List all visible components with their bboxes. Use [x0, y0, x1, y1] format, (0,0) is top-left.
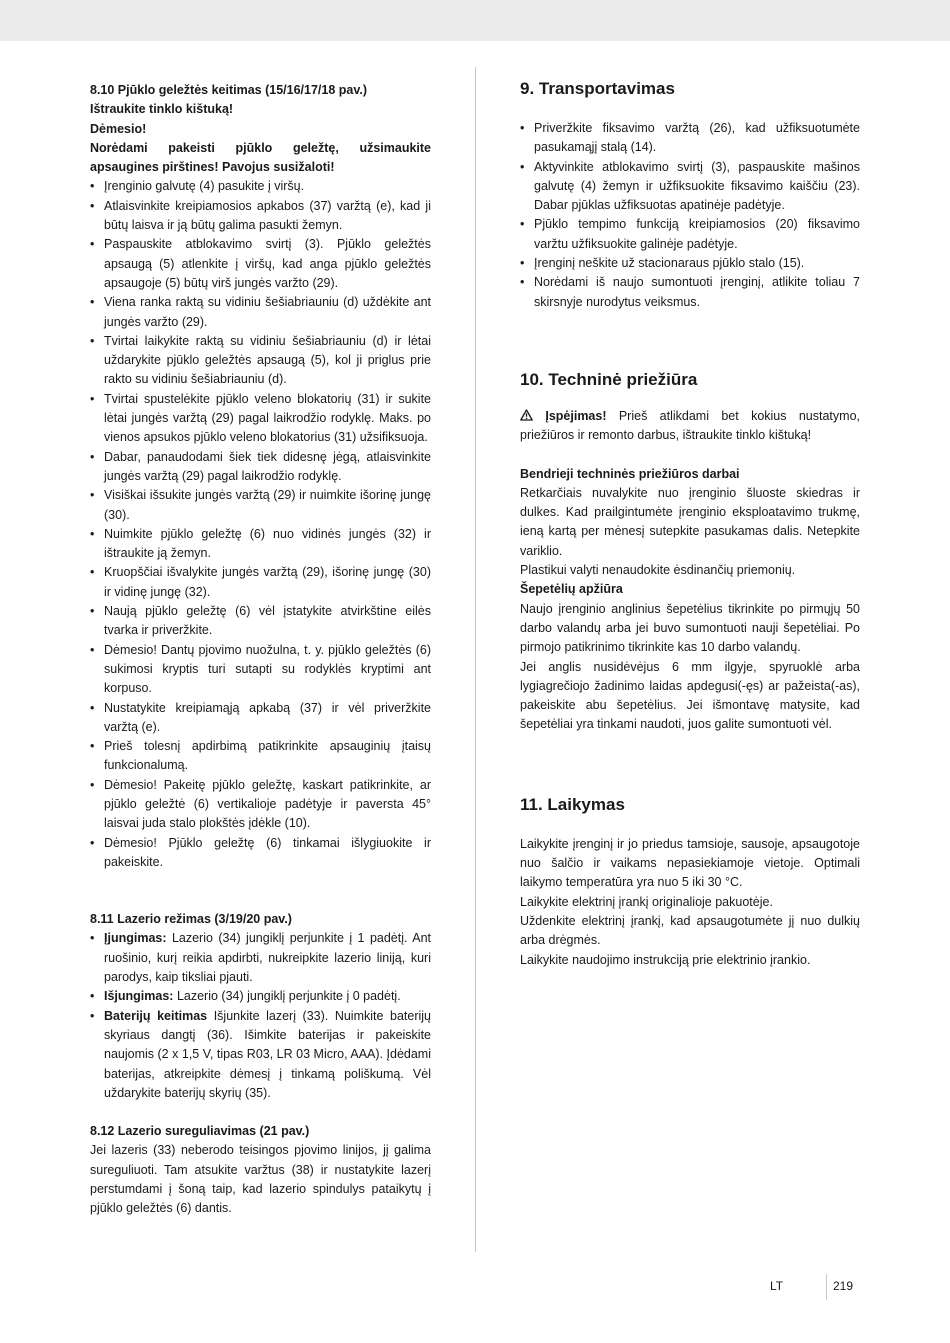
storage-text: Laikykite naudojimo instrukciją prie elektrinio įrankio.: [520, 952, 811, 967]
spacer: [90, 1103, 431, 1122]
storage-text: Laikykite elektrinį įrankį originalioje pakuotėje.: [520, 894, 773, 909]
list-item: • Viena ranka raktą su vidiniu šešiabriauniu (d) uždėkite ant jungės varžto (29).: [90, 293, 431, 332]
section-9-heading: 9. Transportavimas: [520, 79, 675, 98]
spacer: [520, 392, 860, 407]
list-item: • Atlaisvinkite kreipiamosios apkabos (37) varžtą (e), kad ji būtų laisva ir ją būtų galima pasukti žemyn.: [90, 197, 431, 236]
right-column: [520, 77, 860, 970]
list-item: • Priveržkite fiksavimo varžtą (26), kad užfiksuotumėte pasukamąjį stalą (14).: [520, 119, 860, 158]
left-column: [90, 81, 431, 1219]
item-text: Lazerio (34) jungiklį perjunkite į 0 padėtį.: [173, 989, 401, 1004]
section-11-heading: 11. Laikymas: [520, 794, 625, 814]
warning-paragraph: [520, 407, 860, 446]
list-item: • Dėmesio! Pakeitę pjūklo geležtę, kaskart patikrinkite, ar pjūklo geležtė (6) vertikalioje padėtyje ir paversta 45° laisvai juda stalo plokštės įdėkle (10).: [90, 776, 431, 834]
list-item: • Aktyvinkite atblokavimo svirtį (3), paspauskite mašinos galvutę (4) žemyn ir užfiksuokite fiksavimo kaiščiu (23). Dabar pjūklas užfiksuotas apatinėje padėtyje.: [520, 158, 860, 216]
section-8-11-list: [90, 929, 431, 1103]
section-8-12-text: Jei lazeris (33) neberodo teisingos pjovimo linijos, jį galima sureguliuoti. Tam atsukite varžtus (38) ir nustatykite lazerį perstumdami į šoną taip, kad lazerio spindulys pataikytų į pjūklo geležtės (6) dantis.: [90, 1143, 431, 1216]
storage-text: Laikykite įrenginį ir jo priedus tamsioje, sausoje, apsaugotoje nuo šalčio ir vaikams nepasiekiamoje vietoje. Optimali laikymo temperatūra yra nuo 5 iki 30 °C.: [520, 836, 860, 890]
list-item-battery-change: [90, 1007, 431, 1103]
section-8-10: [90, 81, 431, 872]
item-label: Įjungimas:: [104, 931, 167, 946]
list-item: • Naują pjūklo geležtę (6) vėl įstatykite atvirkštine eilės tvarka ir priveržkite.: [90, 602, 431, 641]
section-10: [520, 368, 860, 735]
general-maintenance-text: Retkarčiais nuvalykite nuo įrenginio šluoste skiedras ir dulkes. Kad prailgintumėte įrenginio eksploatavimo trukmę, ieną kartą per mėnesį sutepkite pasukamas dalis. Netepkite variklio.: [520, 485, 860, 558]
list-item: • Tvirtai spustelėkite pjūklo veleno blokatorių (31) ir sukite lėtai jungės varžtą (29) pagal laikrodžio rodyklę. Maks. po vienos apsukos pjūklo veleno blokatorius (31) užsifiksuoja.: [90, 390, 431, 448]
spacer: [520, 735, 860, 793]
list-item: • Norėdami iš naujo sumontuoti įrenginį, atlikite toliau 7 skirsnyje nurodytus veiksmus.: [520, 273, 860, 312]
warning-triangle-icon: [520, 409, 533, 421]
list-item: • Kruopščiai išvalykite jungės varžtą (29), išorinę jungę (30) ir vidinę jungę (32).: [90, 563, 431, 602]
section-8-11: [90, 910, 431, 1103]
warning-text: Prieš atlikdami bet kokius nustatymo, priežiūros ir remonto darbus, ištraukite tinklo kištuką!: [520, 408, 860, 443]
warning-label: Įspėjimas!: [545, 408, 607, 423]
gloves-warning: Norėdami pakeisti pjūklo geležtę, užsimaukite apsaugines pirštines! Pavojus susižaloti!: [90, 140, 431, 175]
plastic-cleaning-text: Plastikui valyti nenaudokite ėsdinančių priemonių.: [520, 563, 796, 578]
brush-inspection-text: Naujo įrenginio anglinius šepetėlius tikrinkite po pirmųjų 50 darbo valandų arba jei buvo sumontuoti nauji šepetėliai. Po pirmojo patikrinimo tikrinkite kas 10 darbo valandų.: [520, 601, 860, 655]
section-9-list: [520, 119, 860, 312]
item-label: Išjungimas:: [104, 989, 174, 1004]
spacer: [520, 312, 860, 368]
list-item: • Dėmesio! Dantų pjovimo nuožulna, t. y. pjūklo geležtės (6) sukimosi kryptis turi sutapti su rodyklės kryptimi ant korpuso.: [90, 641, 431, 699]
item-text: Lazerio (34) jungiklį perjunkite į 1 padėtį. Ant ruošinio, kurį reikia apdirbti, nukreipkite lazerio liniją, kuri parodys, kaip tiksliai pjauti.: [104, 931, 431, 985]
list-item: • Tvirtai laikykite raktą su vidiniu šešiabriauniu (d) ir lėtai uždarykite pjūklo geležtės apsaugą (5), kol ji priglus prie rakto su vidiniu šešiabriauniu (d).: [90, 332, 431, 390]
section-8-12: [90, 1122, 431, 1218]
list-item: • Nustatykite kreipiamąją apkabą (37) ir vėl priveržkite varžtą (e).: [90, 699, 431, 738]
footer-divider: [826, 1274, 827, 1300]
section-9: [520, 77, 860, 312]
list-item: • Įrenginį neškite už stacionaraus pjūklo stalo (15).: [520, 254, 860, 273]
list-item: • Nuimkite pjūklo geležtę (6) nuo vidinės jungės (32) ir ištraukite ją žemyn.: [90, 525, 431, 564]
column-divider: [475, 67, 476, 1252]
list-item: • Dabar, panaudodami šiek tiek didesnę jėgą, atlaisvinkite jungės varžtą (29) pagal laikrodžio rodyklę.: [90, 448, 431, 487]
storage-text: Uždenkite elektrinį įrankį, kad apsaugotumėte jį nuo dulkių arba drėgmės.: [520, 913, 860, 948]
list-item: • Dėmesio! Pjūklo geležtę (6) tinkamai išlygiuokite ir pakeiskite.: [90, 834, 431, 873]
spacer: [520, 446, 860, 465]
list-item: • Įrenginio galvutę (4) pasukite į viršų.: [90, 177, 431, 196]
top-band: [0, 0, 950, 41]
item-label: Baterijų keitimas: [104, 1008, 208, 1023]
section-8-10-list: [90, 177, 431, 872]
list-item-laser-on: [90, 929, 431, 987]
list-item: • Paspauskite atblokavimo svirtį (3). Pjūklo geležtės apsaugą (5) atlenkite į viršų, kad anga pjūklo geležtės apsaugoje (5) būtų virš jungės varžto (29).: [90, 235, 431, 293]
spacer: [520, 101, 860, 119]
section-8-10-heading: 8.10 Pjūklo geležtės keitimas (15/16/17/18 pav.): [90, 83, 368, 97]
attention-label: Dėmesio!: [90, 121, 147, 136]
list-item: • Pjūklo tempimo funkciją kreipiamosios (20) fiksavimo varžtu užfiksuokite galinėje padėtyje.: [520, 215, 860, 254]
item-text: Išjunkite lazerį (33). Nuimkite baterijų skyriaus dangtį (36). Išimkite baterijas ir pakeiskite naujomis (2 x 1,5 V, tipas R03, LR 03 Micro, AAA). Įdėdami baterijas, atkreipkite dėmesį į tinkamą poliškumą. Vėl uždarykite baterijų skyrių (35).: [104, 1008, 431, 1100]
list-item: • Prieš tolesnį apdirbimą patikrinkite apsauginių įtaisų funkcionalumą.: [90, 737, 431, 776]
section-8-12-heading: 8.12 Lazerio sureguliavimas (21 pav.): [90, 1124, 310, 1139]
spacer: [90, 872, 431, 910]
footer-language: LT: [770, 1279, 784, 1293]
list-item-laser-off: [90, 987, 431, 1006]
section-8-11-heading: 8.11 Lazerio režimas (3/19/20 pav.): [90, 912, 292, 927]
list-item: • Visiškai išsukite jungės varžtą (29) ir nuimkite išorinę jungę (30).: [90, 486, 431, 525]
section-11: [520, 793, 860, 970]
spacer: [520, 817, 860, 835]
section-10-heading: 10. Techninė priežiūra: [520, 369, 698, 389]
brush-replacement-text: Jei anglis nusidėvėjus 6 mm ilgyje, spyruoklė arba lygiagrečiojo žadinimo laidas apdegusi(-ęs) ar pažeista(-as), pakeiskite abu šepetėlius. Jei išmontavę matysite, kad šepetėliai yra tinkami naudoti, juos galite sumontuoti vėl.: [520, 659, 860, 732]
brush-inspection-heading: Šepetėlių apžiūra: [520, 582, 623, 597]
general-maintenance-heading: Bendrieji techninės priežiūros darbai: [520, 466, 740, 481]
unplug-warning: Ištraukite tinklo kištuką!: [90, 102, 234, 117]
page-number: 219: [833, 1279, 854, 1293]
